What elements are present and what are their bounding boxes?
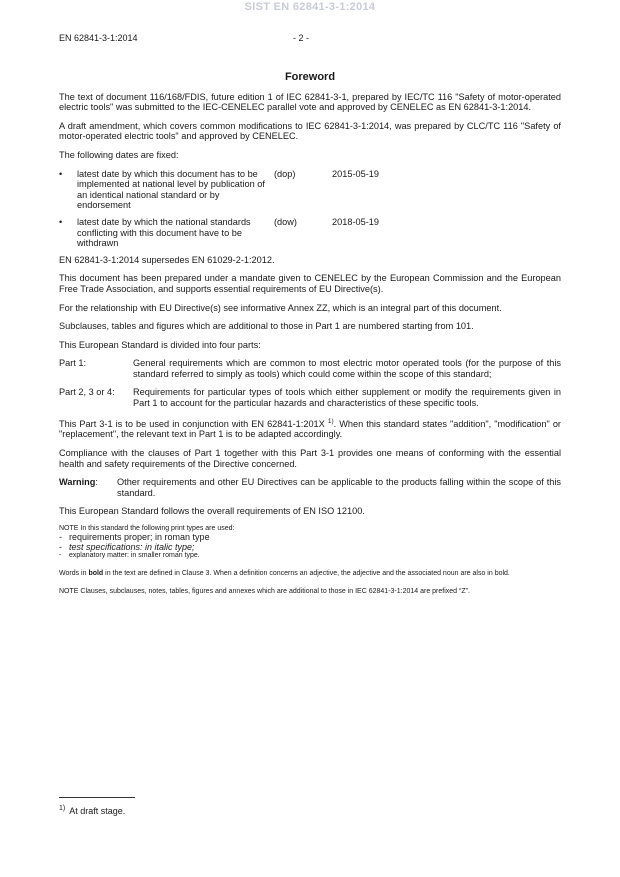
date-row-dop	[59, 169, 561, 211]
part-description: General requirements which are common to most electric motor operated tools (for the purpose of this standard referred to simply as tools) which could come within the scope of this standard;	[133, 358, 561, 379]
paragraph-9	[59, 417, 561, 440]
part-label: Part 2, 3 or 4:	[59, 387, 115, 398]
paragraph-3: The following dates are fixed:	[59, 149, 179, 160]
footnote-mark: 1)	[59, 805, 66, 812]
note-item-text: test specifications: in italic type;	[69, 541, 195, 552]
warning-text: Other requirements and other EU Directives can be applicable to the products falling within the scope of this standard.	[117, 477, 561, 498]
warning-colon: :	[95, 477, 98, 488]
paragraph-9-text-a: This Part 3-1 is to be used in conjunction with EN 62841-1:201X	[59, 418, 325, 429]
dates-list	[59, 169, 561, 249]
warning-block	[59, 477, 561, 498]
bold-para-c: in the text are defined in Clause 3. When a definition concerns an adjective, the adjective and the associated noun are also in bold.	[103, 569, 510, 577]
paragraph-2: A draft amendment, which covers common modifications to IEC 62841-3-1:2014, was prepared by CLC/TC 116 "Safety of motor-operated electric tools" and approved by CENELEC.	[59, 120, 561, 142]
watermark: SIST EN 62841-3-1:2014	[244, 1, 376, 13]
paragraph-5: This document has been prepared under a mandate given to CENELEC by the European Commission and the European Free Trade Association, and supports essential requirements of EU Directive(s).	[59, 273, 561, 294]
note-list	[59, 533, 561, 561]
bullet: •	[59, 216, 63, 227]
document-body	[59, 72, 561, 607]
page-title: Foreword	[284, 71, 336, 83]
paragraph-1: The text of document 116/168/FDIS, future edition 1 of IEC 62841-3-1, prepared by IEC/TC 116 "Safety of motor-operated electric tools" was submitted to the IEC-CENELEC parallel vote and approved by CENELEC as EN 62841-3-1:2014.	[59, 91, 561, 113]
paragraph-6: For the relationship with EU Directive(s) see informative Annex ZZ, which is an integral part of this document.	[59, 302, 502, 313]
dash: -	[59, 532, 62, 543]
paragraph-11: This European Standard follows the overall requirements of EN ISO 12100.	[59, 506, 365, 517]
paragraph-7: Subclauses, tables and figures which are additional to those in Part 1 are numbered starting from 101.	[59, 321, 474, 332]
note-item	[59, 552, 561, 560]
note-item-text: requirements proper; in roman type	[69, 532, 210, 543]
paragraph-4: EN 62841-3-1:2014 supersedes EN 61029-2-1:2012.	[59, 254, 275, 265]
bullet: •	[59, 168, 63, 179]
bold-definition-paragraph	[59, 570, 561, 579]
bold-word: bold	[88, 569, 104, 577]
date-value: 2018-05-19	[332, 216, 379, 227]
date-description: latest date by which the national standards conflicting with this document have to be withdrawn	[77, 216, 251, 249]
paragraph-10: Compliance with the clauses of Part 1 together with this Part 3-1 provides one means of conforming with the essential health and safety requirements of the Directive concerned.	[59, 447, 561, 469]
header-page-number: - 2 -	[293, 33, 310, 43]
footnote	[59, 805, 125, 816]
warning-label-text: Warning	[59, 477, 96, 488]
paragraph-9-text-b: . When this standard states "addition", "modification" or "replacement", the relevant text in Part 1 is to be adapted accordingly.	[59, 418, 561, 440]
part-label: Part 1:	[59, 358, 87, 369]
paragraph-8: This European Standard is divided into four parts:	[59, 339, 261, 350]
part-2-row	[59, 387, 561, 408]
footnote-divider	[59, 797, 135, 798]
date-row-dow	[59, 217, 561, 249]
part-description: Requirements for particular types of tools which either supplement or modify the requirements given in Part 1 to account for the particular hazards and characteristics of these specific tools.	[133, 387, 561, 409]
note-clauses: NOTE Clauses, subclauses, notes, tables, figures and annexes which are additional to those in IEC 62841-3-1:2014 are prefixed “Z”.	[59, 588, 470, 596]
date-description: latest date by which this document has to be implemented at national level by publication of an identical national standard or by endorsement	[77, 168, 265, 211]
date-abbreviation: (dop)	[274, 168, 296, 179]
part-1-row	[59, 358, 561, 379]
date-abbreviation: (dow)	[274, 216, 297, 227]
dash: -	[59, 552, 62, 560]
date-value: 2015-05-19	[332, 168, 379, 179]
header-doc-id: EN 62841-3-1:2014	[59, 33, 138, 43]
note-item-text: explanatory matter: in smaller roman type.	[69, 552, 200, 560]
footnote-reference[interactable]: 1)	[327, 417, 334, 425]
warning-label	[59, 477, 117, 498]
bold-para-a: Words in	[59, 569, 89, 577]
dash: -	[59, 541, 62, 552]
footnote-text: At draft stage.	[69, 806, 126, 816]
note-intro: NOTE In this standard the following print types are used:	[59, 524, 235, 532]
note-item	[59, 543, 561, 553]
